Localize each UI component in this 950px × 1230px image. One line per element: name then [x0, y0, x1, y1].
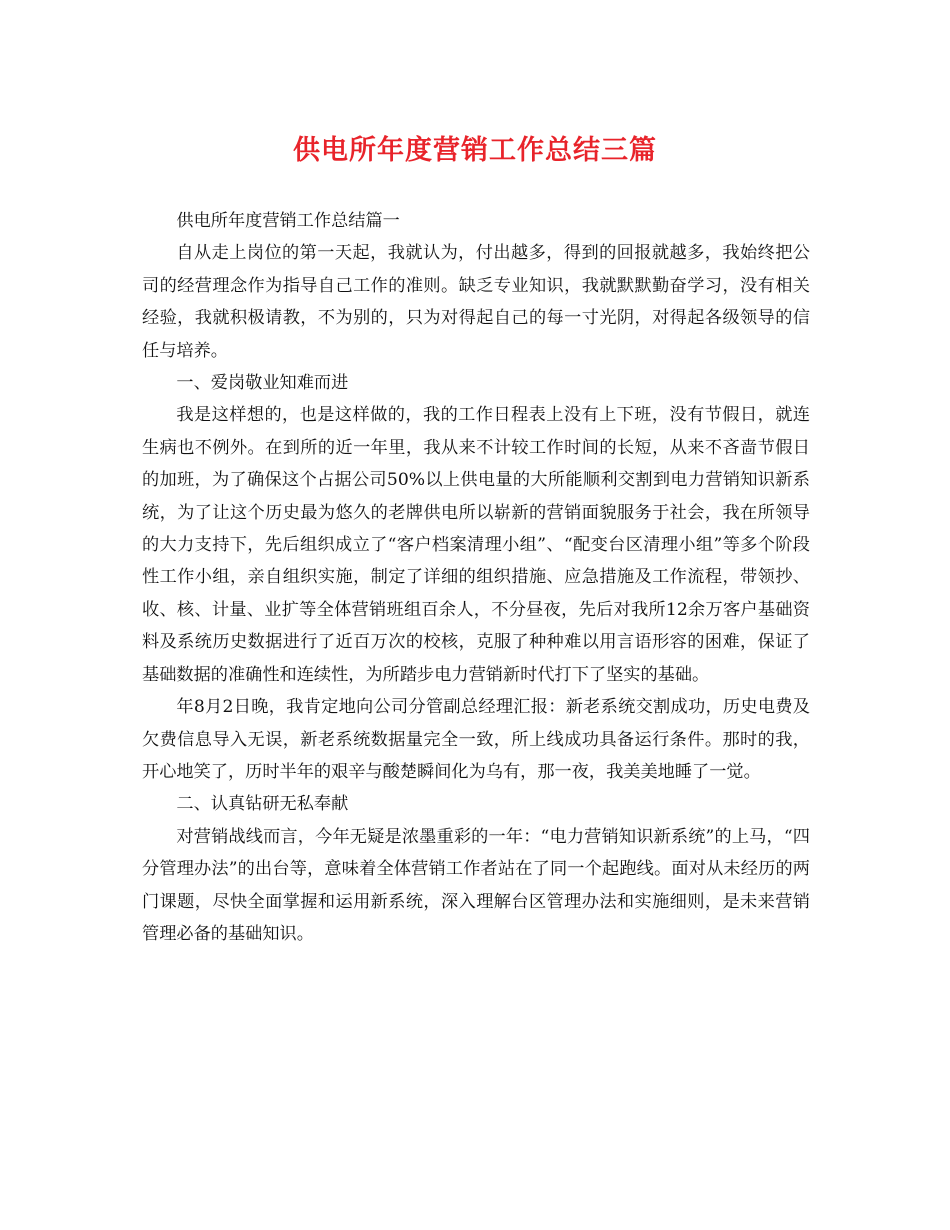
- section-heading: 供电所年度营销工作总结篇一: [176, 211, 400, 231]
- section-heading: 一、爱岗敬业知难而进: [176, 373, 349, 394]
- document-title: 供电所年度营销工作总结三篇: [293, 135, 657, 166]
- paragraph: 对营销战线而言，今年无疑是浓墨重彩的一年：“电力营销知识新系统”的上马，“四分管理办法”的出台等，意味着全体营销工作者站在了同一个起跑线。面对从未经历的两门课题，尽快全面掌握和运用新系统，深入理解台区管理办法和实施细则，是未来营销管理必备的基础知识。: [142, 826, 810, 944]
- section-heading: 二、认真钻研无私奉献: [176, 794, 349, 815]
- paragraph: 我是这样想的，也是这样做的，我的工作日程表上没有上下班，没有节假日，就连生病也不例外。在到所的近一年里，我从来不计较工作时间的长短，从来不吝啬节假日的加班，为了确保这个占据公司50%以上供电量的大所能顺利交割到电力营销知识新系统，为了让这个历史最为悠久的老牌供电所以崭新的营销面貌服务于社会，我在所领导的大力支持下，先后组织成立了“客户档案清理小组”、“配变台区清理小组”等多个阶段性工作小组，亲自组织实施，制定了详细的组织措施、应急措施及工作流程，带领抄、收、核、计量、业扩等全体营销班组百余人，不分昼夜，先后对我所12余万客户基础资料及系统历史数据进行了近百万次的校核，克服了种种难以用言语形容的困难，保证了基础数据的准确性和连续性，为所踏步电力营销新时代打下了坚实的基础。: [142, 405, 810, 685]
- document-body: [142, 205, 810, 950]
- paragraph: 年8月2日晚，我肯定地向公司分管副总经理汇报：新老系统交割成功，历史电费及欠费信息导入无误，新老系统数据量完全一致，所上线成功具备运行条件。那时的我，开心地笑了，历时半年的艰辛与酸楚瞬间化为乌有，那一夜，我美美地睡了一觉。: [142, 697, 810, 782]
- paragraph: 自从走上岗位的第一天起，我就认为，付出越多，得到的回报就越多，我始终把公司的经营理念作为指导自己工作的准则。缺乏专业知识，我就默默勤奋学习，没有相关经验，我就积极请教，不为别的，只为对得起自己的每一寸光阴，对得起各级领导的信任与培养。: [142, 243, 810, 361]
